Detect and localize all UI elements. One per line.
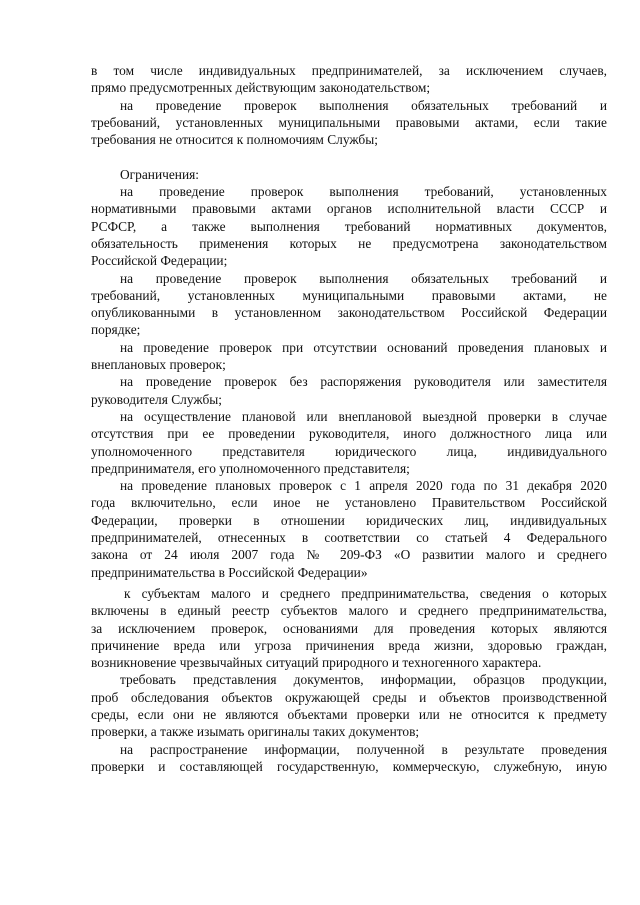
text-line: требований, установленных муниципальными правовыми актами, не [91, 287, 607, 303]
text-line: причинение вреда или угроза причинения вреда жизни, здоровью граждан, [91, 637, 607, 653]
text-line: на проведение плановых проверок с 1 апреля 2020 года по 31 декабря 2020 [120, 478, 607, 494]
text-line: внеплановых проверок; [91, 357, 226, 373]
text-line: Федерации, проверки в отношении юридических лиц, индивидуальных [91, 512, 607, 528]
text-line: предпринимательства в Российской Федерации» [91, 564, 368, 580]
text-line: предпринимателя, его уполномоченного представителя; [91, 460, 410, 476]
text-line: обязательность применения которых не предусмотрена законодательством [91, 235, 607, 251]
text-line: на проведение проверок выполнения обязательных требований и [120, 97, 607, 113]
text-line: на проведение проверок выполнения обязательных требований и [120, 270, 607, 286]
text-line: закона от 24 июля 2007 года № 209-ФЗ «О развитии малого и среднего [91, 547, 607, 563]
text-line: нормативными правовыми актами органов исполнительной власти СССР и [91, 201, 607, 217]
text-line: отсутствия при ее проведении руководителя, иного должностного лица или [91, 426, 607, 442]
text-line: на проведение проверок без распоряжения руководителя или заместителя [120, 374, 607, 390]
text-line: за исключением проверок, основаниями для проведения которых являются [91, 620, 607, 636]
text-line: требования не относится к полномочиям Службы; [91, 132, 378, 148]
paragraph-gap [91, 148, 607, 165]
text-line: опубликованными в установленном законодательством Российской Федерации [91, 305, 607, 321]
document-text [91, 62, 607, 775]
text-line: Российской Федерации; [91, 253, 228, 269]
text-line: включены в единый реестр субъектов малого и среднего предпринимательства, [91, 603, 607, 619]
text-line: возникновение чрезвычайных ситуаций природного и техногенного характера. [91, 655, 542, 671]
text-line: на осуществление плановой или внеплановой выездной проверки в случае [120, 408, 607, 424]
text-line: проверки и составляющей государственную, коммерческую, служебную, иную [91, 758, 607, 774]
text-line: к субъектам малого и среднего предпринимательства, сведения о которых [124, 585, 607, 601]
text-line: на проведение проверок выполнения требований, установленных [120, 184, 607, 200]
text-line: прямо предусмотренных действующим законодательством; [91, 80, 431, 96]
text-line: уполномоченного представителя юридического лица, индивидуального [91, 443, 607, 459]
text-line: в том числе индивидуальных предпринимателей, за исключением случаев, [91, 63, 607, 78]
text-line: РСФСР, а также выполнения требований нормативных документов, [91, 218, 607, 234]
text-line: проверки, а также изымать оригиналы таких документов; [91, 724, 420, 740]
text-line: требовать представления документов, информации, образцов продукции, [120, 672, 607, 688]
section-heading: Ограничения: [120, 166, 200, 182]
text-line: порядке; [91, 322, 141, 338]
text-line: года включительно, если иное не установлено Правительством Российской [91, 495, 607, 511]
text-line: руководителя Службы; [91, 391, 222, 407]
text-line: требований, установленных муниципальными правовыми актами, если такие [91, 114, 607, 130]
text-line: проб обследования объектов окружающей среды и объектов производственной [91, 689, 607, 705]
text-line: среды, если они не являются объектами проверки или не относится к предмету [91, 706, 607, 722]
text-line: на проведение проверок при отсутствии оснований проведения плановых и [120, 339, 607, 355]
text-line: на распространение информации, полученной в результате проведения [120, 741, 607, 757]
text-line: предпринимателей, отнесенных в соответствии со статьей 4 Федерального [91, 530, 607, 546]
